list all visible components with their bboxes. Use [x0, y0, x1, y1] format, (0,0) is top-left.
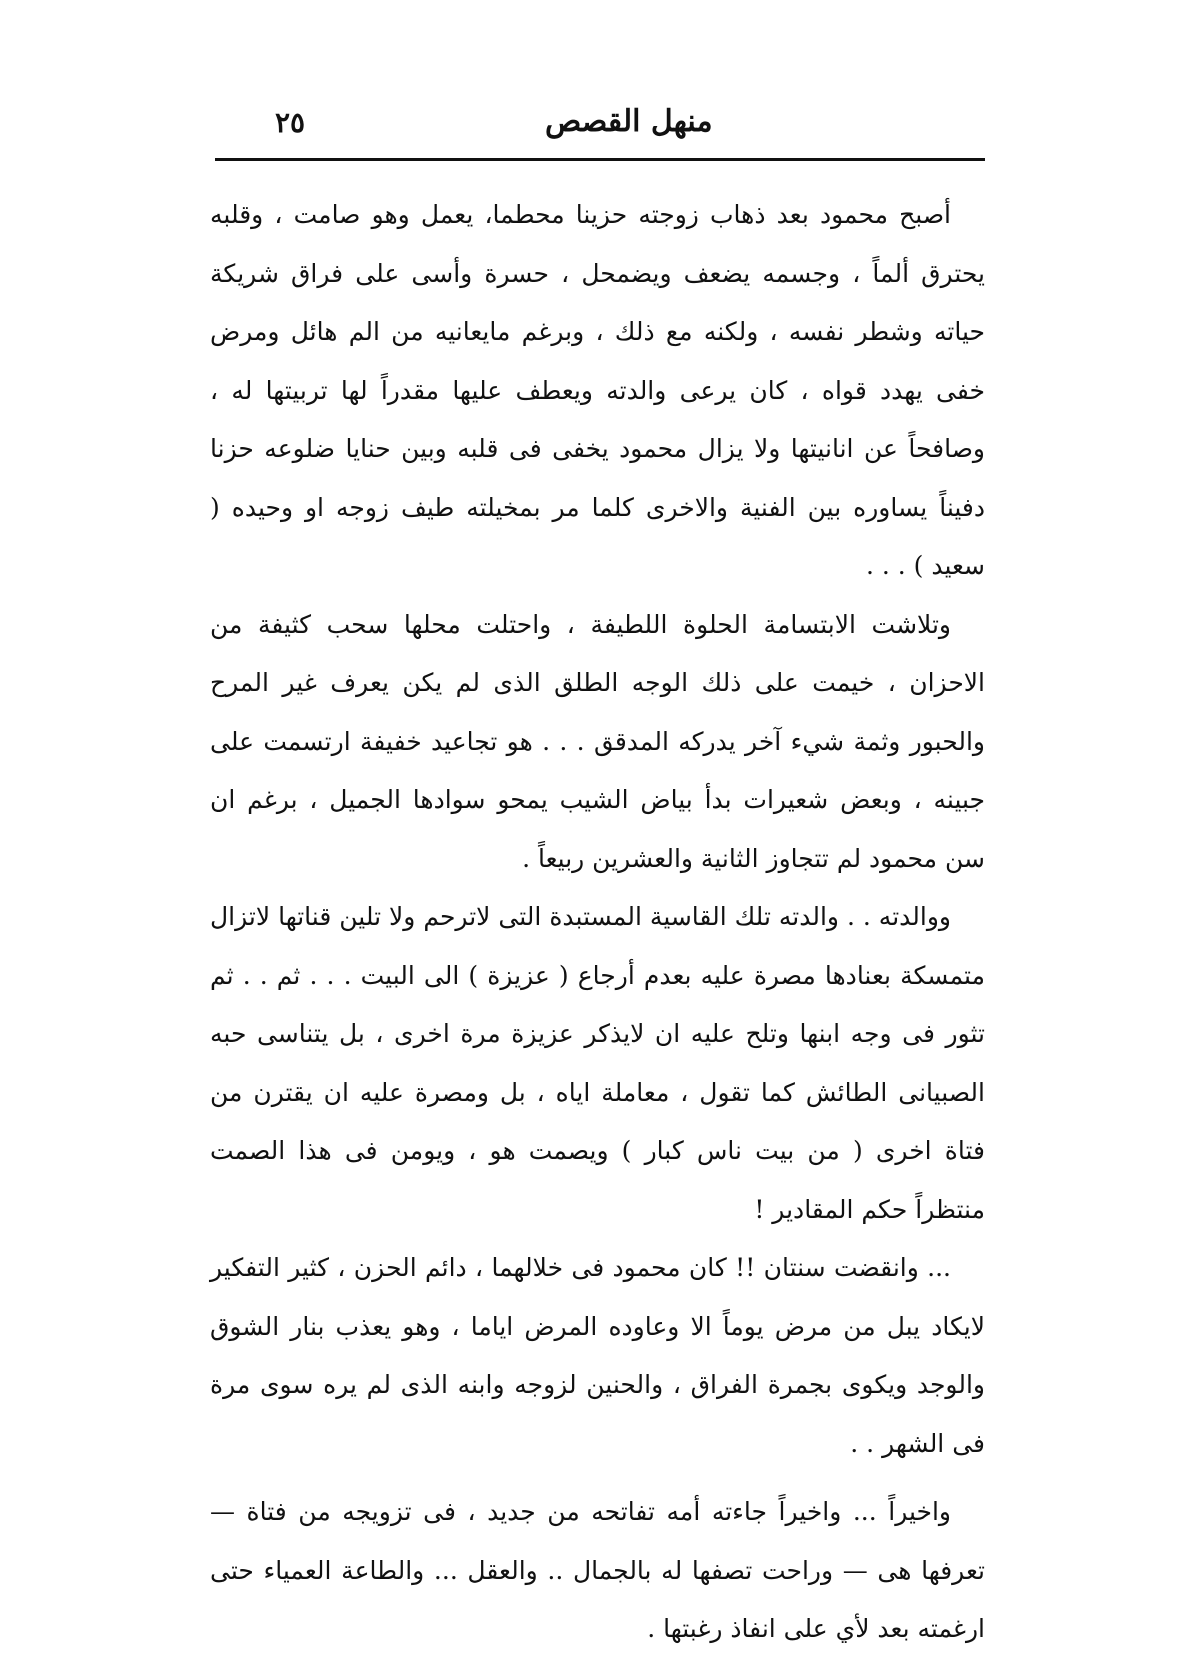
- paragraph: ... وانقضت سنتان !! كان محمود فى خلالهما ، دائم الحزن ، كثير التفكير لايكاد يبل من مرض يوماً الا وعاوده المرض اياما ، وهو يعذب بنار الشوق والوجد ويكوى بجمرة الفراق ، والحنين لزوجه وابنه الذى لم يره سوى مرة فى الشهر . .: [210, 1253, 985, 1458]
- page-number: ٢٥: [275, 106, 306, 139]
- paragraph: ووالدته . . والدته تلك القاسية المستبدة التى لاترحم ولا تلين قناتها لاتزال متمسكة بعنادها مصرة عليه بعدم أرجاع ( عزيزة ) الى البيت . . . ثم . . ثم تثور فى وجه ابنها وتلح عليه ان لايذكر عزيزة مرة اخرى ، بل يتناسى حبه الصبيانى الطائش كما تقول ، معاملة اياه ، بل ومصرة عليه ان يقترن من فتاة اخرى ( من بيت ناس كبار ) ويصمت هو ، ويومن فى هذا الصمت منتظراً حكم المقادير !: [210, 902, 985, 1224]
- running-head: [215, 100, 985, 156]
- header-rule: [215, 158, 985, 161]
- paragraph: أصبح محمود بعد ذهاب زوجته حزينا محطما، يعمل وهو صامت ، وقلبه يحترق ألماً ، وجسمه يضعف ويضمحل ، حسرة وأسى على فراق شريكة حياته وشطر نفسه ، ولكنه مع ذلك ، وبرغم مايعانيه من الم هائل ومرض خفى يهدد قواه ، كان يرعى والدته ويعطف عليها مقدراً لها تربيتها له ، وصافحاً عن انانيتها ولا يزال محمود يخفى فى قلبه وبين حنايا ضلوعه حزنا دفيناً يساوره بين الفنية والاخرى كلما مر بمخيلته طيف زوجه او وحيده ( سعيد ) . . .: [210, 200, 985, 580]
- paragraph: وتلاشت الابتسامة الحلوة اللطيفة ، واحتلت محلها سحب كثيفة من الاحزان ، خيمت على ذلك الوجه الطلق الذى لم يكن يعرف غير المرح والحبور وثمة شيء آخر يدركه المدقق . . . هو تجاعيد خفيفة ارتسمت على جبينه ، وبعض شعيرات بدأ بياض الشيب يمحو سوادها الجميل ، برغم ان سن محمود لم تتجاوز الثانية والعشرين ربيعاً .: [210, 609, 985, 873]
- paragraph: واخيراً ... واخيراً جاءته أمه تفاتحه من جديد ، فى تزويجه من فتاة — تعرفها هى — وراحت تصفها له بالجمال .. والعقل ... والطاعة العمياء حتى ارغمته بعد لأي على انفاذ رغبتها .: [210, 1497, 985, 1643]
- body-text: [210, 186, 985, 1659]
- book-title: منهل القصص: [545, 104, 713, 139]
